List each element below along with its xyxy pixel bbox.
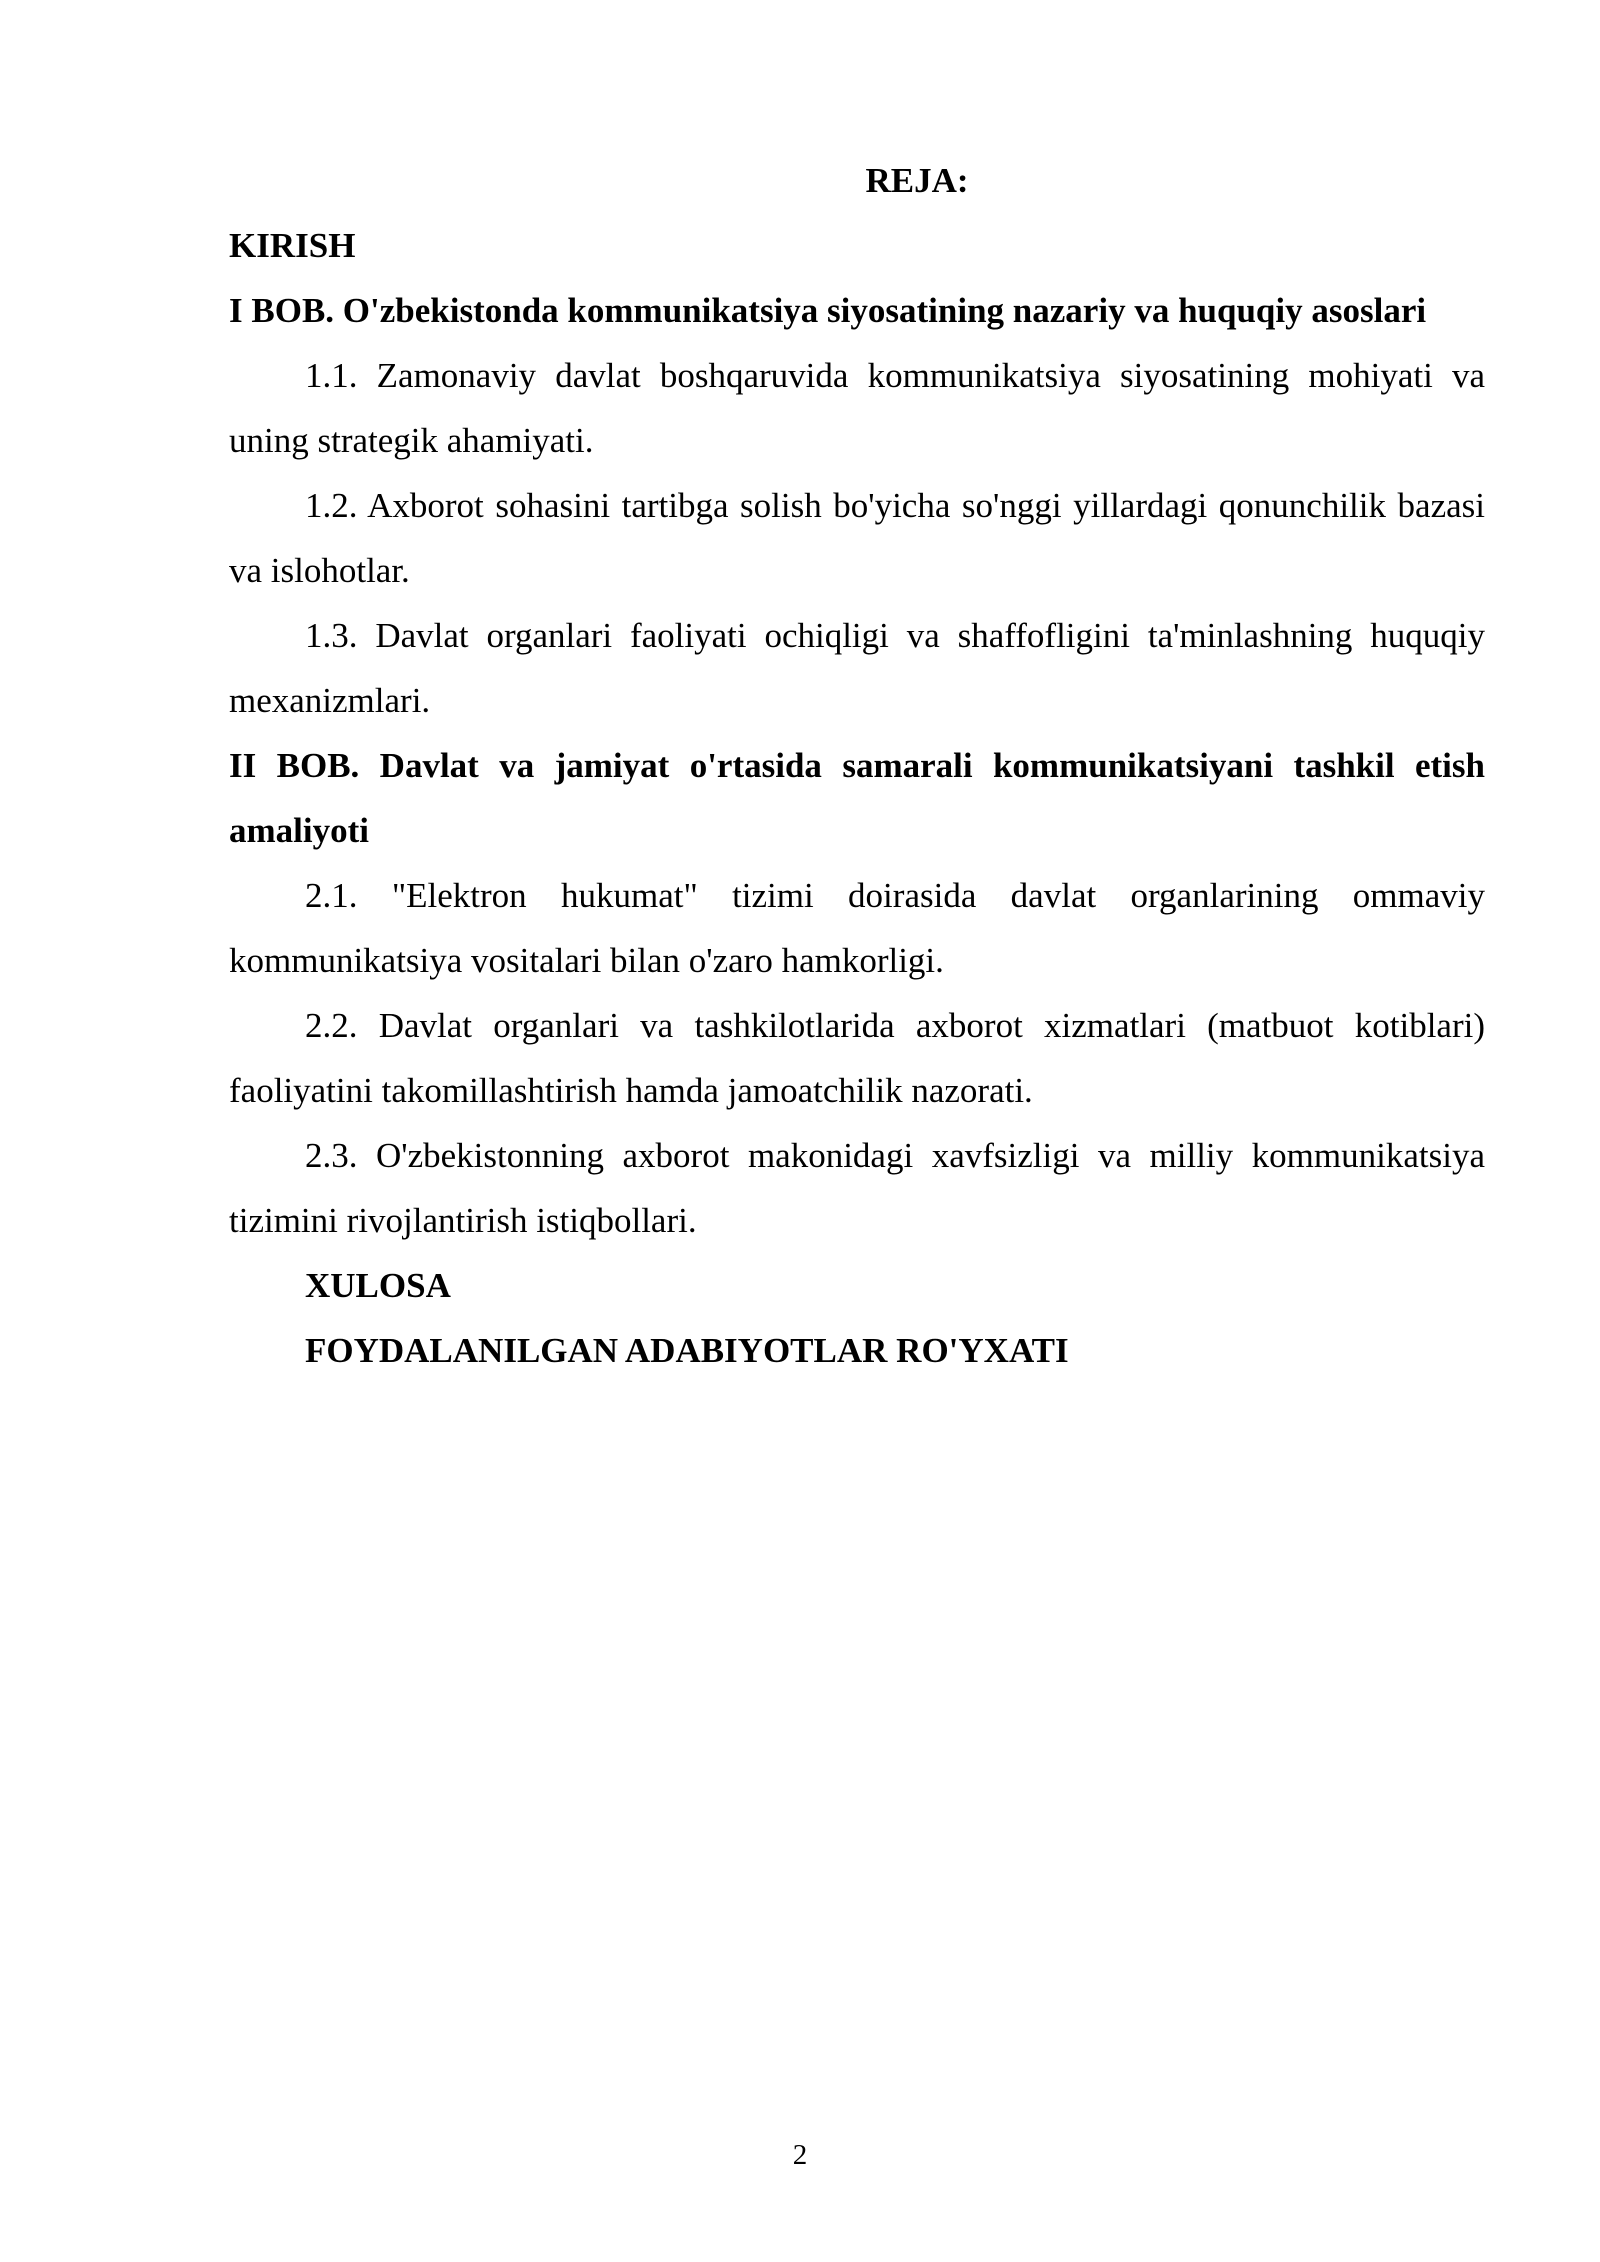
toc-item-1-1: 1.1. Zamonaviy davlat boshqaruvida kommunikatsiya siyosatining mohiyati va uning strategik ahamiyati. <box>229 356 1485 460</box>
toc-conclusion: XULOSA <box>305 1266 451 1305</box>
toc-chapter-2-heading: II BOB. Davlat va jamiyat o'rtasida samarali kommunikatsiyani tashkil etish amaliyoti <box>229 746 1485 850</box>
page-number: 2 <box>792 2139 808 2171</box>
toc-chapter-1-heading: I BOB. O'zbekistonda kommunikatsiya siyosatining nazariy va huquqiy asoslari <box>229 291 1427 330</box>
toc-intro: KIRISH <box>229 226 356 265</box>
toc-item-2-1: 2.1. "Elektron hukumat" tizimi doirasida davlat organlarining ommaviy kommunikatsiya vositalari bilan o'zaro hamkorligi. <box>229 876 1485 980</box>
toc-bibliography: FOYDALANILGAN ADABIYOTLAR RO'YXATI <box>305 1331 1069 1370</box>
toc-item-2-3: 2.3. O'zbekistonning axborot makonidagi xavfsizligi va milliy kommunikatsiya tizimini rivojlantirish istiqbollari. <box>229 1136 1485 1240</box>
toc-item-1-3: 1.3. Davlat organlari faoliyati ochiqligi va shaffofligini ta'minlashning huquqiy mexanizmlari. <box>229 616 1485 720</box>
toc-item-1-2: 1.2. Axborot sohasini tartibga solish bo'yicha so'nggi yillardagi qonunchilik bazasi va islohotlar. <box>229 486 1485 590</box>
toc-item-2-2: 2.2. Davlat organlari va tashkilotlarida axborot xizmatlari (matbuot kotiblari) faoliyatini takomillashtirish hamda jamoatchilik nazorati. <box>229 1006 1485 1110</box>
table-of-contents <box>229 148 1485 1383</box>
page-title: REJA: <box>865 161 969 200</box>
